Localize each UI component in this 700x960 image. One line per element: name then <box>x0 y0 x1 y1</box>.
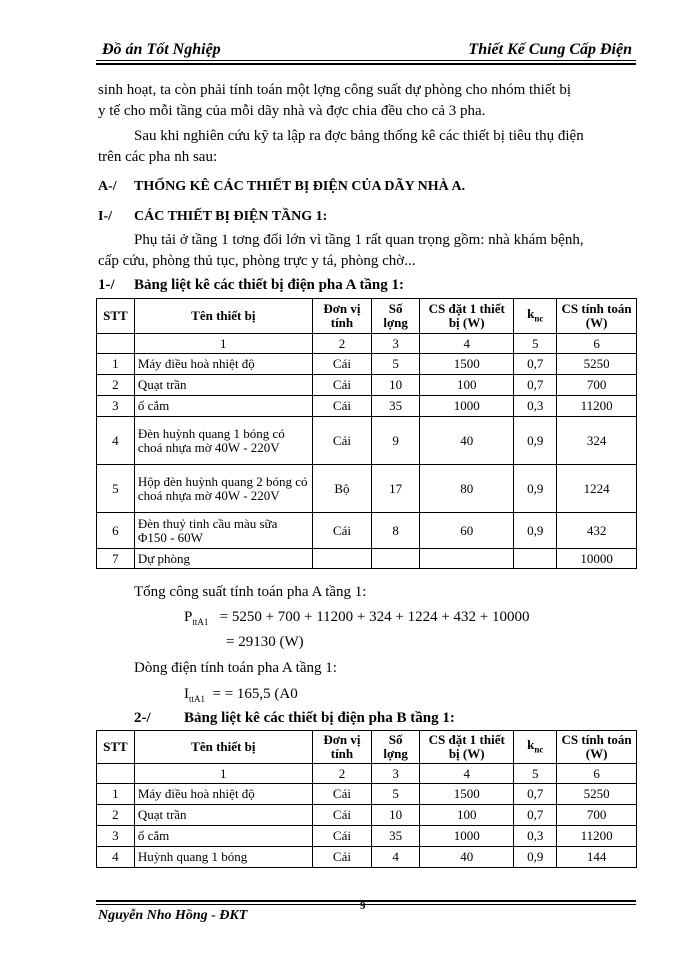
cell-tt: 1224 <box>557 465 637 513</box>
table-row <box>97 375 637 396</box>
paragraph-line: trên các pha nh sau: <box>98 149 218 165</box>
formula-subscript: ttA1 <box>192 617 209 627</box>
k-label: k <box>527 736 535 752</box>
cell-stt: 7 <box>97 549 135 569</box>
cell-stt: 4 <box>97 417 135 465</box>
cell-name: Máy điều hoà nhiệt độ <box>134 354 312 375</box>
col-number <box>97 334 135 354</box>
cell-unit: Cái <box>312 784 371 805</box>
cell-k: 0,7 <box>514 805 557 826</box>
cell-name: Dự phòng <box>134 549 312 569</box>
col-header-unit: Đơn vị tính <box>312 731 371 764</box>
section-a-number: A-/ <box>98 179 117 194</box>
cell-qty: 8 <box>372 513 420 549</box>
cell-name: ổ cắm <box>134 826 312 847</box>
cell-name: Quạt trần <box>134 375 312 396</box>
cell-k: 0,9 <box>514 465 557 513</box>
cell-unit: Cái <box>312 375 371 396</box>
table2-number: 2-/ <box>134 710 151 726</box>
formula-result: = 29130 (W) <box>226 634 304 650</box>
formula-current <box>184 684 298 709</box>
table-row <box>97 354 637 375</box>
table-row <box>97 784 637 805</box>
col-number: 1 <box>134 334 312 354</box>
cell-qty: 9 <box>372 417 420 465</box>
cell-name: Hộp đèn huỳnh quang 2 bóng có choá nhựa mờ 40W - 220V <box>134 465 312 513</box>
header-right-title: Thiết Kế Cung Cấp Điện <box>468 41 632 58</box>
cell-cs: 100 <box>420 375 514 396</box>
cell-stt: 1 <box>97 784 135 805</box>
cell-stt: 2 <box>97 375 135 396</box>
col-header-k <box>514 299 557 334</box>
cell-name: ổ cắm <box>134 396 312 417</box>
cell-tt: 144 <box>557 847 637 868</box>
current-expression: = = 165,5 (A0 <box>212 686 298 702</box>
cell-name: Đèn thuỷ tinh cầu màu sữa Φ150 - 60W <box>134 513 312 549</box>
header-left-title: Đồ án Tốt Nghiệp <box>102 41 221 58</box>
cell-k: 0,9 <box>514 417 557 465</box>
cell-unit: Cái <box>312 826 371 847</box>
cell-cs: 1500 <box>420 354 514 375</box>
col-header-stt: STT <box>97 299 135 334</box>
cell-unit: Bộ <box>312 465 371 513</box>
cell-name: Huỳnh quang 1 bóng <box>134 847 312 868</box>
cell-cs: 40 <box>420 847 514 868</box>
cell-cs: 1000 <box>420 826 514 847</box>
cell-k: 0,7 <box>514 354 557 375</box>
cell-name: Đèn huỳnh quang 1 bóng có choá nhựa mờ 40W - 220V <box>134 417 312 465</box>
cell-cs: 60 <box>420 513 514 549</box>
cell-qty: 10 <box>372 375 420 396</box>
cell-cs: 80 <box>420 465 514 513</box>
footer-author: Nguyễn Nho Hồng - ĐKT <box>98 908 248 923</box>
col-header-cs: CS đặt 1 thiết bị (W) <box>420 299 514 334</box>
cell-tt: 5250 <box>557 354 637 375</box>
paragraph-line: Phụ tải ở tầng 1 tơng đối lớn vì tầng 1 rất quan trọng gồm: nhà khám bệnh, <box>134 232 584 248</box>
cell-unit <box>312 549 371 569</box>
paragraph-line: Sau khi nghiên cứu kỹ ta lập ra đợc bảng thống kê các thiết bị tiêu thụ điện <box>134 128 584 144</box>
col-number <box>97 764 135 784</box>
table1 <box>96 298 637 569</box>
cell-unit: Cái <box>312 847 371 868</box>
table-number-row <box>97 334 637 354</box>
cell-qty: 5 <box>372 784 420 805</box>
table-row <box>97 805 637 826</box>
col-number: 2 <box>312 334 371 354</box>
cell-stt: 1 <box>97 354 135 375</box>
col-header-cstt: CS tính toán (W) <box>557 731 637 764</box>
header-rule-thick <box>96 63 636 65</box>
table1-title: Bảng liệt kê các thiết bị điện pha A tầng 1: <box>134 277 405 293</box>
col-header-k <box>514 731 557 764</box>
col-header-unit: Đơn vị tính <box>312 299 371 334</box>
table-row <box>97 513 637 549</box>
cell-cs: 40 <box>420 417 514 465</box>
table-number-row <box>97 764 637 784</box>
paragraph-line: cấp cứu, phòng thủ tục, phòng trực y tá, phòng chờ... <box>98 253 416 269</box>
cell-tt: 700 <box>557 805 637 826</box>
cell-tt: 324 <box>557 417 637 465</box>
page-header <box>96 41 636 63</box>
table-row <box>97 549 637 569</box>
col-number: 3 <box>372 764 420 784</box>
sum-label: Tổng công suất tính toán pha A tầng 1: <box>134 584 367 600</box>
cell-tt: 11200 <box>557 826 637 847</box>
cell-tt: 700 <box>557 375 637 396</box>
current-label: Dòng điện tính toán pha A tầng 1: <box>134 660 337 676</box>
k-label: k <box>527 305 535 321</box>
formula-power <box>184 607 530 632</box>
cell-unit: Cái <box>312 396 371 417</box>
table-row <box>97 417 637 465</box>
table-header-row <box>97 299 637 334</box>
cell-tt: 432 <box>557 513 637 549</box>
cell-cs: 1500 <box>420 784 514 805</box>
cell-k: 0,3 <box>514 396 557 417</box>
col-number: 1 <box>134 764 312 784</box>
cell-k: 0,3 <box>514 826 557 847</box>
col-number: 5 <box>514 764 557 784</box>
table1-number: 1-/ <box>98 277 115 293</box>
cell-k: 0,9 <box>514 847 557 868</box>
section-i-heading: CÁC THIẾT BỊ ĐIỆN TẦNG 1: <box>134 209 328 224</box>
cell-k <box>514 549 557 569</box>
cell-stt: 4 <box>97 847 135 868</box>
cell-name: Máy điều hoà nhiệt độ <box>134 784 312 805</box>
col-header-name: Tên thiết bị <box>134 731 312 764</box>
footer-rule-thick <box>96 900 636 902</box>
current-symbol: I <box>184 686 189 702</box>
cell-cs: 1000 <box>420 396 514 417</box>
cell-stt: 6 <box>97 513 135 549</box>
formula-symbol: P <box>184 609 193 625</box>
paragraph-line: sinh hoạt, ta còn phải tính toán một lợng công suất dự phòng cho nhóm thiết bị <box>98 82 572 98</box>
current-subscript: ttA1 <box>189 694 206 704</box>
col-number: 3 <box>372 334 420 354</box>
footer-rule <box>96 904 636 905</box>
cell-k: 0,7 <box>514 375 557 396</box>
cell-qty: 17 <box>372 465 420 513</box>
col-header-cs: CS đặt 1 thiết bị (W) <box>420 731 514 764</box>
cell-tt: 11200 <box>557 396 637 417</box>
cell-qty: 5 <box>372 354 420 375</box>
col-number: 5 <box>514 334 557 354</box>
table-row <box>97 465 637 513</box>
section-a-heading: THỐNG KÊ CÁC THIẾT BỊ ĐIỆN CỦA DÃY NHÀ A. <box>134 179 466 194</box>
cell-tt: 10000 <box>557 549 637 569</box>
col-header-name: Tên thiết bị <box>134 299 312 334</box>
col-header-cstt: CS tính toán (W) <box>557 299 637 334</box>
col-number: 4 <box>420 334 514 354</box>
cell-stt: 5 <box>97 465 135 513</box>
header-rule <box>96 60 636 61</box>
cell-unit: Cái <box>312 417 371 465</box>
cell-stt: 2 <box>97 805 135 826</box>
cell-tt: 5250 <box>557 784 637 805</box>
table-row <box>97 847 637 868</box>
page-number: 9 <box>360 900 366 912</box>
cell-unit: Cái <box>312 513 371 549</box>
table2-title: Bảng liệt kê các thiết bị điện pha B tầng 1: <box>184 710 455 726</box>
paragraph-line: y tế cho mỗi tầng của mỗi dãy nhà và đợc chia đều cho cả 3 pha. <box>98 103 486 119</box>
cell-qty: 35 <box>372 826 420 847</box>
table2 <box>96 730 637 868</box>
col-number: 6 <box>557 764 637 784</box>
formula-expression: = 5250 + 700 + 11200 + 324 + 1224 + 432 + 10000 <box>219 609 530 625</box>
cell-qty: 35 <box>372 396 420 417</box>
table-header-row <box>97 731 637 764</box>
table-row <box>97 396 637 417</box>
cell-k: 0,9 <box>514 513 557 549</box>
table-row <box>97 826 637 847</box>
k-subscript: nc <box>534 744 544 755</box>
cell-qty: 4 <box>372 847 420 868</box>
k-subscript: nc <box>534 313 544 324</box>
col-header-qty: Số lợng <box>372 299 420 334</box>
cell-stt: 3 <box>97 396 135 417</box>
col-header-qty: Số lợng <box>372 731 420 764</box>
cell-stt: 3 <box>97 826 135 847</box>
col-number: 4 <box>420 764 514 784</box>
col-header-stt: STT <box>97 731 135 764</box>
cell-cs <box>420 549 514 569</box>
cell-cs: 100 <box>420 805 514 826</box>
cell-qty: 10 <box>372 805 420 826</box>
cell-k: 0,7 <box>514 784 557 805</box>
cell-unit: Cái <box>312 354 371 375</box>
col-number: 6 <box>557 334 637 354</box>
section-i-number: I-/ <box>98 209 112 224</box>
col-number: 2 <box>312 764 371 784</box>
cell-unit: Cái <box>312 805 371 826</box>
cell-name: Quạt trần <box>134 805 312 826</box>
cell-qty <box>372 549 420 569</box>
